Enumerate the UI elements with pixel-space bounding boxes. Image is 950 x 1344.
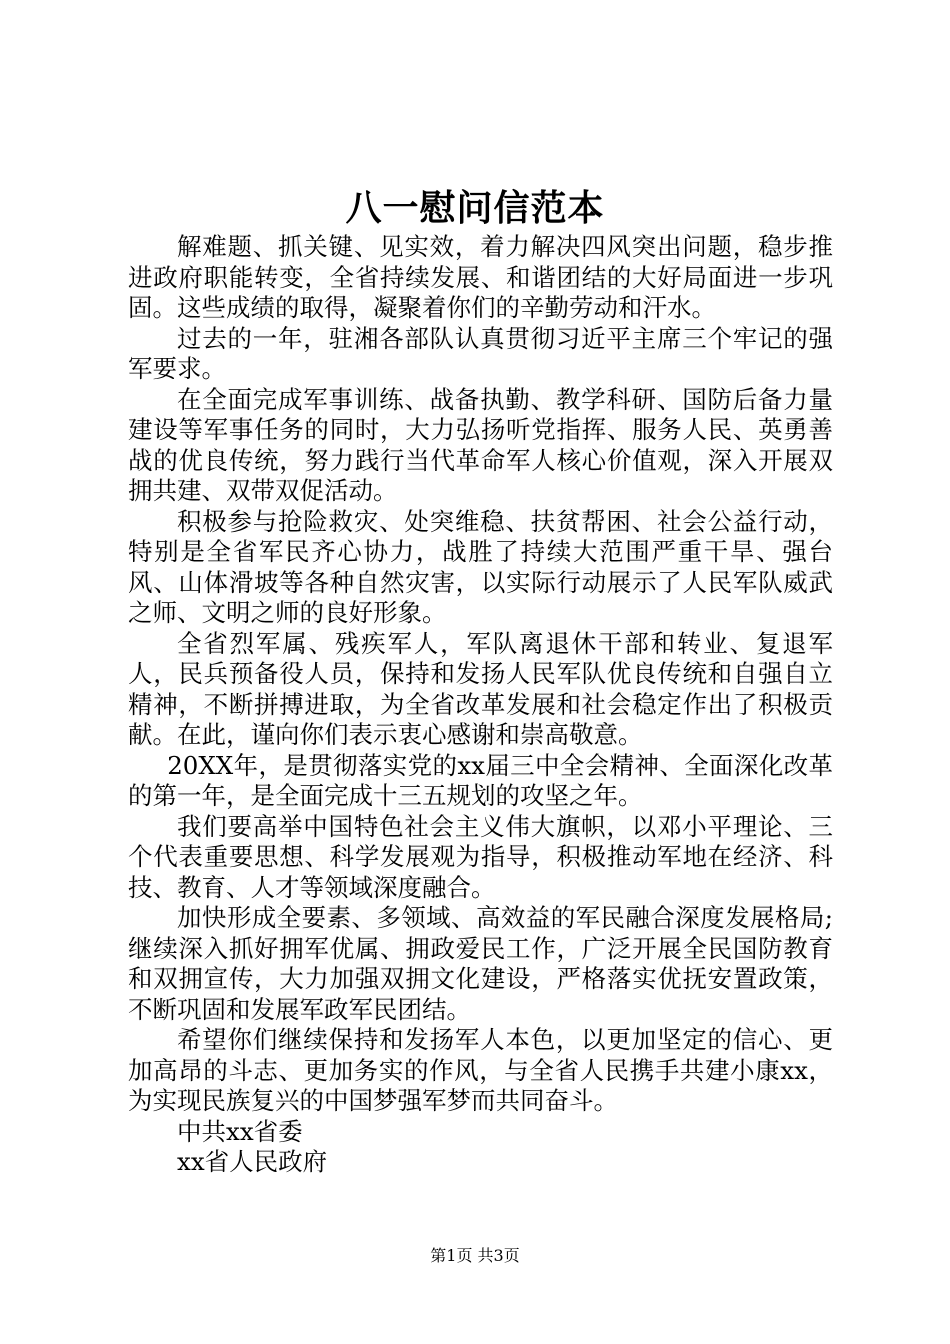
- document-body: [128, 232, 833, 1178]
- paragraph-5: 全省烈军属、残疾军人，军队离退休干部和转业、复退军人，民兵预备役人员，保持和发扬人民军队优良传统和自强自立精神，不断拼搏进取，为全省改革发展和社会稳定作出了积极贡献。在此，谨向你们表示衷心感谢和崇高敬意。: [128, 628, 833, 749]
- page-footer: 第1页 共3页: [430, 1246, 520, 1265]
- paragraph-6: 20XX年，是贯彻落实党的xx届三中全会精神、全面深化改革的第一年，是全面完成十三五规划的攻坚之年。: [128, 750, 833, 810]
- paragraph-2: 过去的一年，驻湘各部队认真贯彻习近平主席三个牢记的强军要求。: [128, 323, 833, 383]
- paragraph-9: 希望你们继续保持和发扬军人本色，以更加坚定的信心、更加高昂的斗志、更加务实的作风，与全省人民携手共建小康xx，为实现民族复兴的中国梦强军梦而共同奋斗。: [128, 1025, 833, 1115]
- signature-government: xx省人民政府: [177, 1147, 328, 1176]
- paragraph-8: 加快形成全要素、多领域、高效益的军民融合深度发展格局;继续深入抓好拥军优属、拥政爱民工作，广泛开展全民国防教育和双拥宣传，大力加强双拥文化建设，严格落实优抚安置政策，不断巩固和发展军政军民团结。: [128, 903, 833, 1024]
- paragraph-7: 我们要高举中国特色社会主义伟大旗帜，以邓小平理论、三个代表重要思想、科学发展观为指导，积极推动军地在经济、科技、教育、人才等领域深度融合。: [128, 811, 833, 902]
- paragraph-1: 解难题、抓关键、见实效，着力解决四风突出问题，稳步推进政府职能转变，全省持续发展、和谐团结的大好局面进一步巩固。这些成绩的取得，凝聚着你们的辛勤劳动和汗水。: [128, 232, 833, 322]
- signature-party-committee: 中共xx省委: [177, 1116, 303, 1146]
- paragraph-4: 积极参与抢险救灾、处突维稳、扶贫帮困、社会公益行动，特别是全省军民齐心协力，战胜了持续大范围严重干旱、强台风、山体滑坡等各种自然灾害，以实际行动展示了人民军队威武之师、文明之师的良好形象。: [128, 506, 833, 627]
- document-title: 八一慰问信范本: [345, 187, 605, 229]
- paragraph-3: 在全面完成军事训练、战备执勤、教学科研、国防后备力量建设等军事任务的同时，大力弘扬听党指挥、服务人民、英勇善战的优良传统，努力践行当代革命军人核心价值观，深入开展双拥共建、双带双促活动。: [128, 384, 833, 505]
